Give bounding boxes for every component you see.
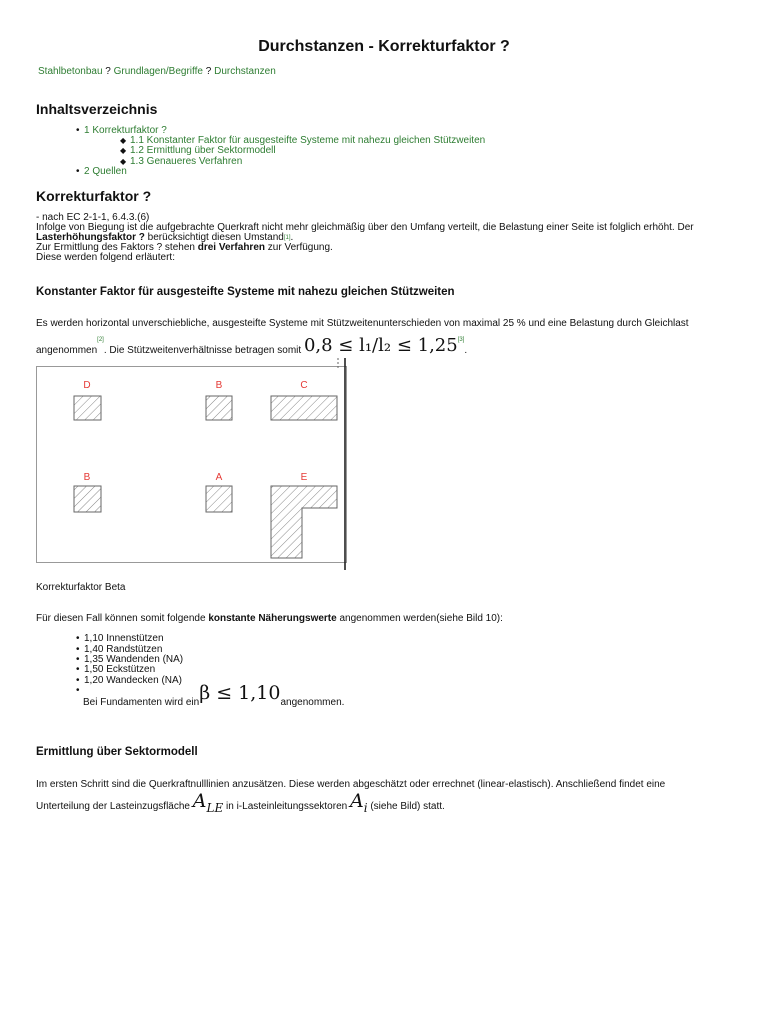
label-e: E bbox=[300, 472, 308, 483]
paragraph-line: Diese werden folgend erläutert: bbox=[36, 252, 175, 263]
breadcrumb-separator: ? bbox=[102, 66, 114, 77]
bold-term: drei Verfahren bbox=[197, 242, 265, 253]
list-item-text: 1,10 Innenstützen bbox=[84, 633, 164, 644]
diamond-bullet-icon: ◆ bbox=[120, 157, 127, 166]
text: Für diesen Fall können somit folgende bbox=[36, 613, 209, 624]
column-b-top bbox=[206, 396, 232, 420]
list-item-text: 1,40 Randstützen bbox=[84, 644, 163, 655]
bullet-icon: • bbox=[76, 644, 80, 655]
text: (siehe Bild) statt. bbox=[370, 801, 445, 812]
breadcrumb-separator: ? bbox=[202, 66, 215, 77]
breadcrumb bbox=[38, 66, 276, 77]
label-a: A bbox=[215, 472, 223, 483]
diamond-bullet-icon: ◆ bbox=[120, 146, 127, 155]
bold-term: Lasterhöhungsfaktor ? bbox=[36, 232, 145, 243]
list-item bbox=[76, 634, 164, 644]
paragraph-line: Im ersten Schritt sind die Querkraftnulllinien anzusätzen. Diese werden abgeschätzt oder errechnet (linear-elastisch). Anschließend findet eine bbox=[36, 779, 666, 790]
toc-link-1-2[interactable]: 1.2 Ermittlung über Sektormodell bbox=[130, 145, 276, 156]
section-heading-korrekturfaktor: Korrekturfaktor ? bbox=[36, 188, 152, 204]
footnote-ref[interactable]: [3] bbox=[457, 337, 465, 343]
section-heading-konstanter-faktor: Konstanter Faktor für ausgesteifte Systeme mit nahezu gleichen Stützweiten bbox=[36, 286, 455, 298]
wall-end-c bbox=[271, 396, 337, 420]
label-b: B bbox=[83, 472, 91, 483]
toc-item[interactable] bbox=[120, 146, 276, 156]
paragraph-line: Infolge von Biegung ist die aufgebrachte Querkraft nicht mehr gleichmäßig über den Umfang verteilt, die Belastung einer Seite ist folglich erhöht. Der bbox=[36, 222, 694, 233]
page-title: Durchstanzen - Korrekturfaktor ? bbox=[258, 38, 510, 55]
bold-term: konstante Näherungswerte bbox=[208, 613, 337, 624]
text: angenommen bbox=[36, 345, 98, 356]
toc-link-1-1[interactable]: 1.1 Konstanter Faktor für ausgesteifte Systeme mit nahezu gleichen Stützweiten bbox=[130, 135, 486, 146]
formula-subscript: LE bbox=[206, 800, 224, 815]
formula-span-ratio: 0,8 ≤ l₁/l₂ ≤ 1,25 bbox=[303, 335, 458, 356]
paragraph-line bbox=[36, 790, 445, 819]
toc-item[interactable] bbox=[76, 167, 127, 177]
breadcrumb-link-grundlagen[interactable]: Grundlagen/Begriffe bbox=[113, 66, 203, 77]
formula-beta: β ≤ 1,10 bbox=[199, 682, 281, 704]
column-layout-diagram bbox=[36, 358, 348, 570]
text: zur Verfügung. bbox=[265, 242, 333, 253]
label-d: D bbox=[83, 380, 91, 391]
section-heading-sektormodell: Ermittlung über Sektormodell bbox=[36, 746, 198, 758]
toc-link-1-3[interactable]: 1.3 Genaueres Verfahren bbox=[130, 156, 243, 167]
label-b: B bbox=[215, 380, 223, 391]
toc-link-1[interactable]: 1 Korrekturfaktor ? bbox=[84, 125, 167, 136]
paragraph-line bbox=[36, 330, 467, 361]
footnote-ref[interactable]: [2] bbox=[97, 337, 104, 343]
list-item-text: 1,35 Wandenden (NA) bbox=[84, 654, 184, 665]
column-d bbox=[74, 396, 101, 420]
text: . Die Stützweitenverhältnisse betragen somit bbox=[103, 345, 302, 356]
formula-a-le bbox=[192, 790, 224, 815]
paragraph-line: Es werden horizontal unverschiebliche, ausgesteifte Systeme mit Stützweitenunterschieden von maximal 25 % und eine Belastung durch Gleichlast bbox=[36, 318, 689, 329]
text: . bbox=[464, 345, 468, 356]
list-item-text: 1,20 Wandecken (NA) bbox=[84, 675, 183, 686]
formula-a-i bbox=[349, 790, 368, 815]
bullet-icon: • bbox=[76, 633, 80, 644]
text: in i-Lasteinleitungssektoren bbox=[226, 801, 348, 812]
list-item-text: angenommen. bbox=[280, 697, 345, 708]
bullet-icon: • bbox=[76, 125, 80, 136]
bullet-icon: • bbox=[76, 675, 80, 686]
footnote-ref[interactable]: [1] bbox=[283, 235, 291, 241]
toc-heading: Inhaltsverzeichnis bbox=[36, 101, 158, 117]
label-c: C bbox=[300, 380, 308, 391]
list-item-text: Bei Fundamenten wird ein bbox=[83, 697, 200, 708]
figure-caption: Korrekturfaktor Beta bbox=[36, 582, 126, 593]
text: Zur Ermittlung des Faktors ? stehen bbox=[36, 242, 198, 253]
text: . bbox=[290, 232, 294, 243]
diamond-bullet-icon: ◆ bbox=[120, 136, 127, 145]
column-b-left bbox=[74, 486, 101, 512]
column-a bbox=[206, 486, 232, 512]
text: angenommen werden(siehe Bild 10): bbox=[336, 613, 503, 624]
bullet-icon: • bbox=[76, 685, 80, 696]
text: Unterteilung der Lasteinzugsfläche bbox=[36, 801, 190, 812]
bullet-icon: • bbox=[76, 166, 80, 177]
list-item bbox=[76, 665, 155, 675]
wall-corner-e bbox=[271, 486, 337, 558]
formula-subscript: i bbox=[363, 800, 368, 815]
norm-reference: - nach EC 2-1-1, 6.4.3.(6) bbox=[36, 212, 150, 223]
list-item-text: 1,50 Eckstützen bbox=[84, 664, 156, 675]
text: berücksichtigt diesen Umstand bbox=[144, 232, 284, 243]
list-item bbox=[83, 682, 344, 708]
paragraph-line bbox=[36, 614, 503, 624]
formula-symbol: A bbox=[192, 790, 207, 812]
breadcrumb-link-durchstanzen[interactable]: Durchstanzen bbox=[214, 66, 276, 77]
breadcrumb-link-stahlbetonbau[interactable]: Stahlbetonbau bbox=[38, 66, 103, 77]
bullet-icon: • bbox=[76, 654, 80, 665]
formula-symbol: A bbox=[349, 790, 364, 812]
bullet-icon: • bbox=[76, 664, 80, 675]
toc-link-2[interactable]: 2 Quellen bbox=[84, 166, 127, 177]
toc-item[interactable] bbox=[120, 157, 242, 167]
